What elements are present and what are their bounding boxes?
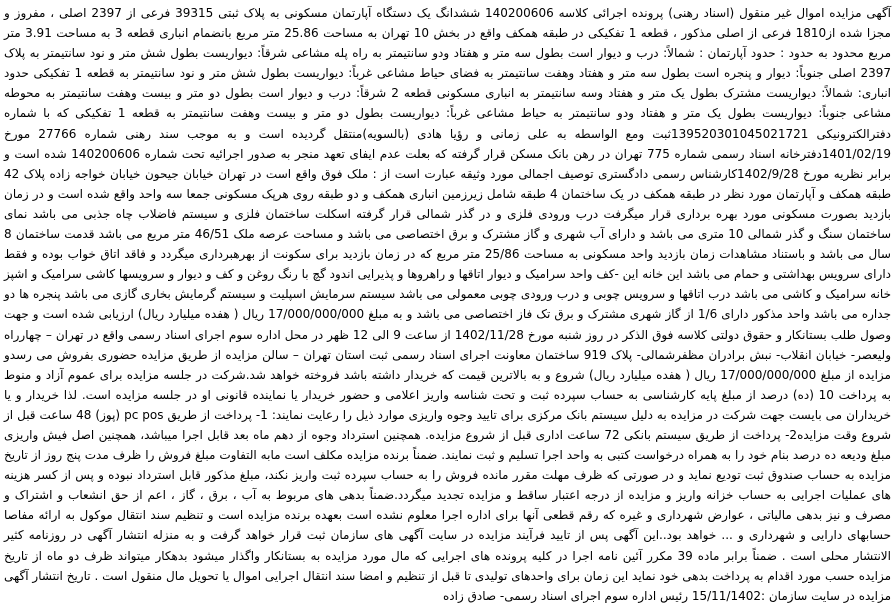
auction-notice-text: آگهی مزایده اموال غیر منقول (اسناد رهنی) پرونده اجرائی کلاسه 140200606 ششدانگ یک دستگاه آپارتمان مسکونی به پلاک ثبتی 39315 فرعی از 2397 اصلی ، مفروز و مجزا شده از1810 فرعی از اصلی مذکور ، قطعه 1 تفکیکی در طبقه همکف واقع در بخش 10 تهران به مساحت 25.86 متر مربع بانضمام انباری قطعه 3 به مساحت 3.91 متر مربع محدود به حدود : حدود آپارتمان : شمالاً: درب و دیوار است بطول سه متر و هفتاد ودو سانتیمتر به راه پله مشاعی شرقاً: دیواریست بطول شش متر و نود سانتیمتر به پلاک 2397 اصلی جنوباً: دیوار و پنجره است بطول سه متر و هفتاد وهفت سانتیمتر به فضای حیاط مشاعی غرباً: دیواریست بطول شش متر و نود سانتیمتر به قطعه 1 تفکیکی حدود انباری: شمالاً: دیواریست مشترک بطول یک متر و هفتاد وسه سانتیمتر به انباری مسکونی قطعه 2 شرقاً: درب و دیوار است بطول دو متر و بیست وهفت سانتیمتر به محوطه مشاعی جنوباً: دیواریست بطول یک متر و هفتاد ودو سانتیمتر به حیاط مشاعی غرباً: دیواریست بطول دو متر و بیست وهفت سانتیمتر به قطعه 1 تفکیکی که با شماره دفترالکترونیکی 139520301045021721ثبت ومع الواسطه به علی زمانی و رؤیا هادی (بالسویه)منتقل گردیده است و به موجب سند رهنی شماره 27766 مورخ 1401/02/19دفترخانه اسناد رسمی شماره 775 تهران در رهن بانک مسکن قرار گرفته که بعلت عدم ایفای تعهد منجر به صدور اجرائیه تحت شماره 140200606 شده است و برابر نظریه مورخ 1402/9/28کارشناس رسمی دادگستری توصیف اجمالی مورد وثیقه عبارت است از : ملک فوق واقع است در تهران خیابان جیحون خیابان خواجه زاده پلاک 42 طبقه همکف و آپارتمان مورد نظر در طبقه همکف در یک ساختمان 4 طبقه شامل زیرزمین انباری همکف و دو طبقه روی هرپک مسکونی جمعا سه واحد واقع شده است و در زمان بازدید بصورت مسکونی مورد بهره برداری قرار میگرفت درب ورودی فلزی و در گذر شمالی قرار گرفته اسکلت ساختمان فلزی و سیستم فاضلاب چاه جذبی می باشد نمای ساختمان سنگ و گذر شمالی 10 متری می باشد و دارای آب شهری و گاز مشترک و برق اختصاصی می باشد و مساحت عرصه ملک 46/51 متر مربع می باشد قدمت ساختمان 8 سال می باشد و باستناد مشاهدات زمان بازدید واحد مسکونی به مساحت 25/86 متر مربع که در زمان بازدید برای سکونت از بهرهبرداری میگردد و فاقد اتاق خواب بوده و فقط دارای سرویس بهداشتی و حمام می باشد این خانه این -کف واحد سرامیک و دیوار اتاقها و راهروها و پذیرایی اندود گچ با رنگ روغن و کف و دیوار و سرویسها کاشی سرامیک و اشپز خانه سرامیک و کاشی می باشد درب اتاقها و سرویس چوبی و درب ورودی چوبی معمولی می باشد سیستم سرمایش اسپلیت و سیستم گرمایش بخاری گازی می باشد پنجره ها دو جداره می باشد واحد مذکور دارای 1/6 از گاز شهری مشترک و برق تک فاز اختصاصی می باشد و به مبلغ 17/000/000/000 ریال ( هفده میلیارد ریال) ارزیابی شده است و جهت وصول طلب بستانکار و حقوق دولتی کلاسه فوق الذکر در روز شنبه مورخ 1402/11/28 از ساعت 9 الی 12 ظهر در محل اداره سوم اجرای اسناد رسمی واقع در تهران – چهارراه ولیعصر- خیابان انقلاب- نبش برادران مظفرشمالی- پلاک 919 ساختمان معاونت اجرای اسناد رسمی ثبت استان تهران – سالن مزایده از طریق مزایده حضوری بفروش می رسدو مزایده از مبلغ 17/000/000/000 ریال ( هفده میلیارد ریال) شروع و به بالاترین قیمت که خریدار داشته باشد فروخته خواهد شد.شرکت در جلسه مزایده برای عموم آزاد و منوط به پرداخت 10 (ده) درصد از مبلغ پایه کارشناسی به حساب سپرده ثبت و تحت شناسه واریز اعلامی و حضور خریدار یا نماینده قانونی او در جلسه مزایده است. لذا خریدار و یا خریداران می بایست جهت شرکت در مزایده به دلیل سیستم بانک مرکزی برای تایید وجوه واریزی موارد ذیل را رعایت نمایند: 1- پرداخت از طریق pc pos (پوز) 48 ساعت قبل از شروع وقت مزایده2- پرداخت از طریق سیستم بانکی 72 ساعت اداری قبل از شروع مزایده. همچنین استرداد وجوه از دهم ماه بعد قابل اجرا میباشد، همچنین اصل فیش واریزی مبلغ ودیعه ده درصد بنام خود را به همراه درخواست کتبی به واحد اجرا تسلیم و ثبت نمایند. ضمناً برنده مزایده مکلف است مابه التفاوت مبلغ فروش را ظرف مدت پنج روز از تاریخ مزایده به حساب صندوق ثبت تودیع نماید و در صورتی که ظرف مهلت مقرر مانده فروش را به حساب سپرده ثبت واریز نکند، مبلغ مذکور قابل استرداد نبوده و پس از کسر هزینه های عملیات اجرایی به حساب خزانه واریز و مزایده از درجه اعتبار ساقط و مزایده تجدید میگردد.ضمناً بدهی های مربوط به آب ، برق ، گاز ، اعم از حق انشعاب و اشتراک و مصرف و نیز بدهی مالیاتی ، عوارض شهرداری و غیره که رقم قطعی آنها برای اداره اجرا معلوم نشده است بعهده برنده مزایده است و تنظیم سند انتقال موکول به ارائه مفاصا حسابهای دارایی و شهرداری و ... خواهد بود..این آگهی پس از تایید فرآیند مزایده در سایت آگهی های سازمان ثبت قرار خواهد گرفت و به منزله انتشار آگهی در روزنامه کثیر الانتشار محلی است . ضمناً برابر ماده 39 مکرر آئین نامه اجرا در کلیه پرونده های اجرایی که مال مورد مزایده به بستانکار واگذار میشود بدهکار میتواند ظرف دو ماه از تاریخ مزایده حسب مورد اقدام به پرداخت بدهی خود نماید این زمان برای واحدهای تولیدی تا قبل از تنظیم و امضا سند انتقال اجرایی اموال یا تحویل مال منقول است . تاریخ انتشار آگهی مزایده در سایت سازمان :15/11/1402 رئیس اداره سوم اجرای اسناد رسمی- صادق زاده bbox=[4, 6, 892, 603]
